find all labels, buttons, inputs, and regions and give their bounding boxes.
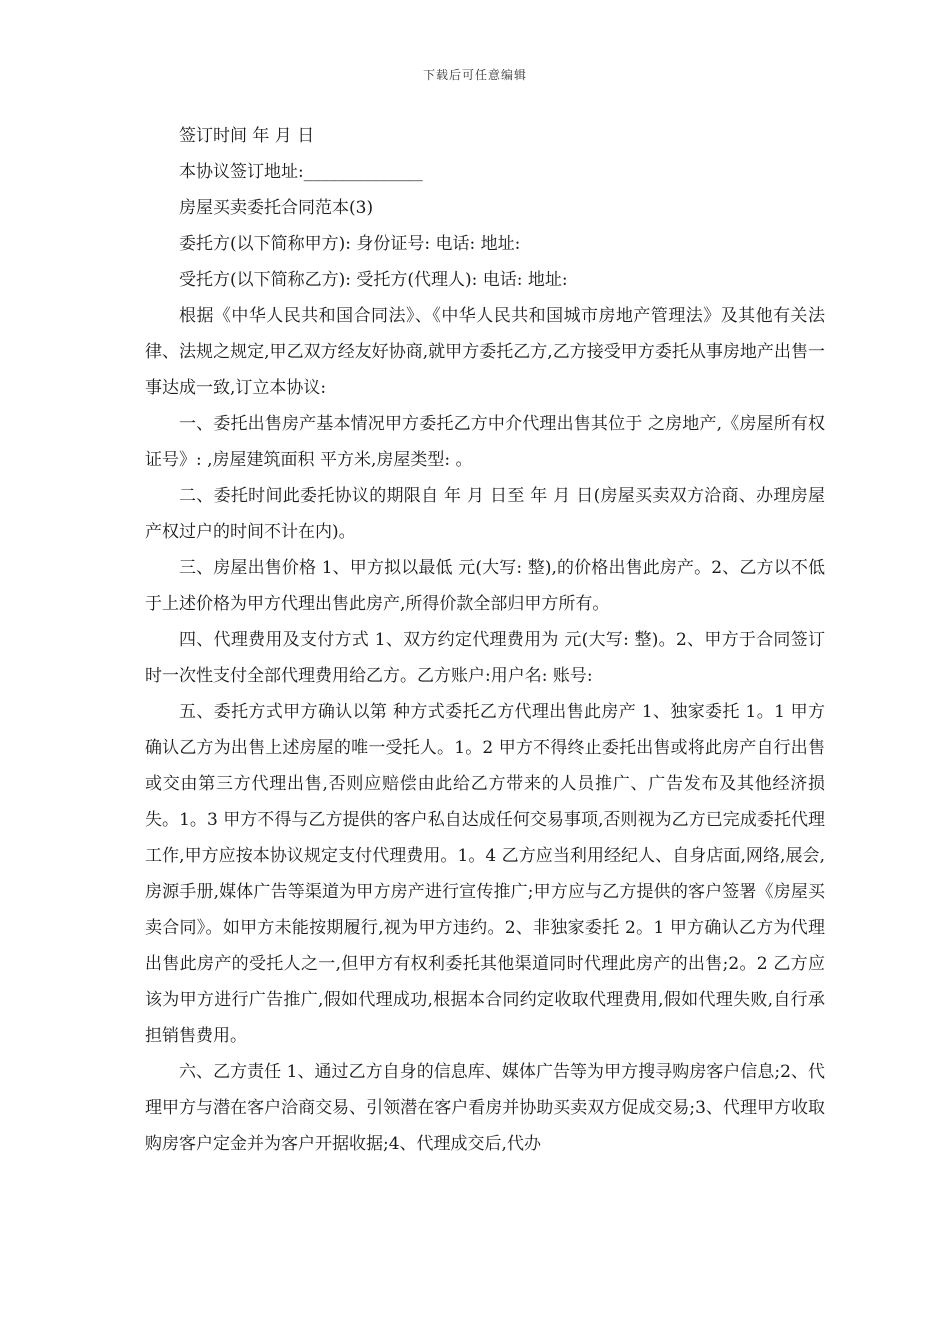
sign-address-line: 本协议签订地址:______________ — [179, 162, 423, 182]
clause-2-paragraph: 二、委托时间此委托协议的期限自 年 月 日至 年 月 日(房屋买卖双方洽商、办理房屋产权过户的时间不计在内)。 — [145, 486, 825, 542]
document-body — [145, 118, 825, 1162]
clause-5-paragraph: 五、委托方式甲方确认以第 种方式委托乙方代理出售此房产 1、独家委托 1。1 甲方确认乙方为出售上述房屋的唯一受托人。1。2 甲方不得终止委托出售或将此房产自行出售或交由第三方代理出售,否则应赔偿由此给乙方带来的人员推广、广告发布及其他经济损失。1。3 甲方不得与乙方提供的客户私自达成任何交易事项,否则视为乙方已完成委托代理工作,甲方应按本协议规定支付代理费用。1。4 乙方应当利用经纪人、自身店面,网络,展会,房源手册,媒体广告等渠道为甲方房产进行宣传推广;甲方应与乙方提供的客户签署《房屋买卖合同》。如甲方未能按期履行,视为甲方违约。2、非独家委托 2。1 甲方确认乙方为代理出售此房产的受托人之一,但甲方有权利委托其他渠道同时代理此房产的出售;2。2 乙方应该为甲方进行广告推广,假如代理成功,根据本合同约定收取代理费用,假如代理失败,自行承担销售费用。 — [145, 702, 825, 1046]
header-note: 下载后可任意编辑 — [422, 68, 527, 82]
clause-3-paragraph: 三、房屋出售价格 1、甲方拟以最低 元(大写: 整),的价格出售此房产。2、乙方以不低于上述价格为甲方代理出售此房产,所得价款全部归甲方所有。 — [145, 558, 825, 614]
party-b-line: 受托方(以下简称乙方): 受托方(代理人): 电话: 地址: — [179, 270, 568, 290]
sign-date-line: 签订时间 年 月 日 — [179, 126, 315, 146]
party-a-line: 委托方(以下简称甲方): 身份证号: 电话: 地址: — [179, 234, 521, 254]
clause-1-paragraph: 一、委托出售房产基本情况甲方委托乙方中介代理出售其位于 之房地产,《房屋所有权证号》: ,房屋建筑面积 平方米,房屋类型: 。 — [145, 414, 825, 470]
clause-4-paragraph: 四、代理费用及支付方式 1、双方约定代理费用为 元(大写: 整)。2、甲方于合同签订时一次性支付全部代理费用给乙方。乙方账户:用户名: 账号: — [145, 630, 825, 686]
contract-title: 房屋买卖委托合同范本(3) — [179, 198, 374, 218]
preamble-paragraph: 根据《中华人民共和国合同法》、《中华人民共和国城市房地产管理法》及其他有关法律、法规之规定,甲乙双方经友好协商,就甲方委托乙方,乙方接受甲方委托从事房地产出售一事达成一致,订立本协议: — [145, 306, 825, 398]
clause-6-paragraph: 六、乙方责任 1、通过乙方自身的信息库、媒体广告等为甲方搜寻购房客户信息;2、代理甲方与潜在客户洽商交易、引领潜在客户看房并协助买卖双方促成交易;3、代理甲方收取购房客户定金并为客户开据收据;4、代理成交后,代办 — [145, 1062, 825, 1154]
